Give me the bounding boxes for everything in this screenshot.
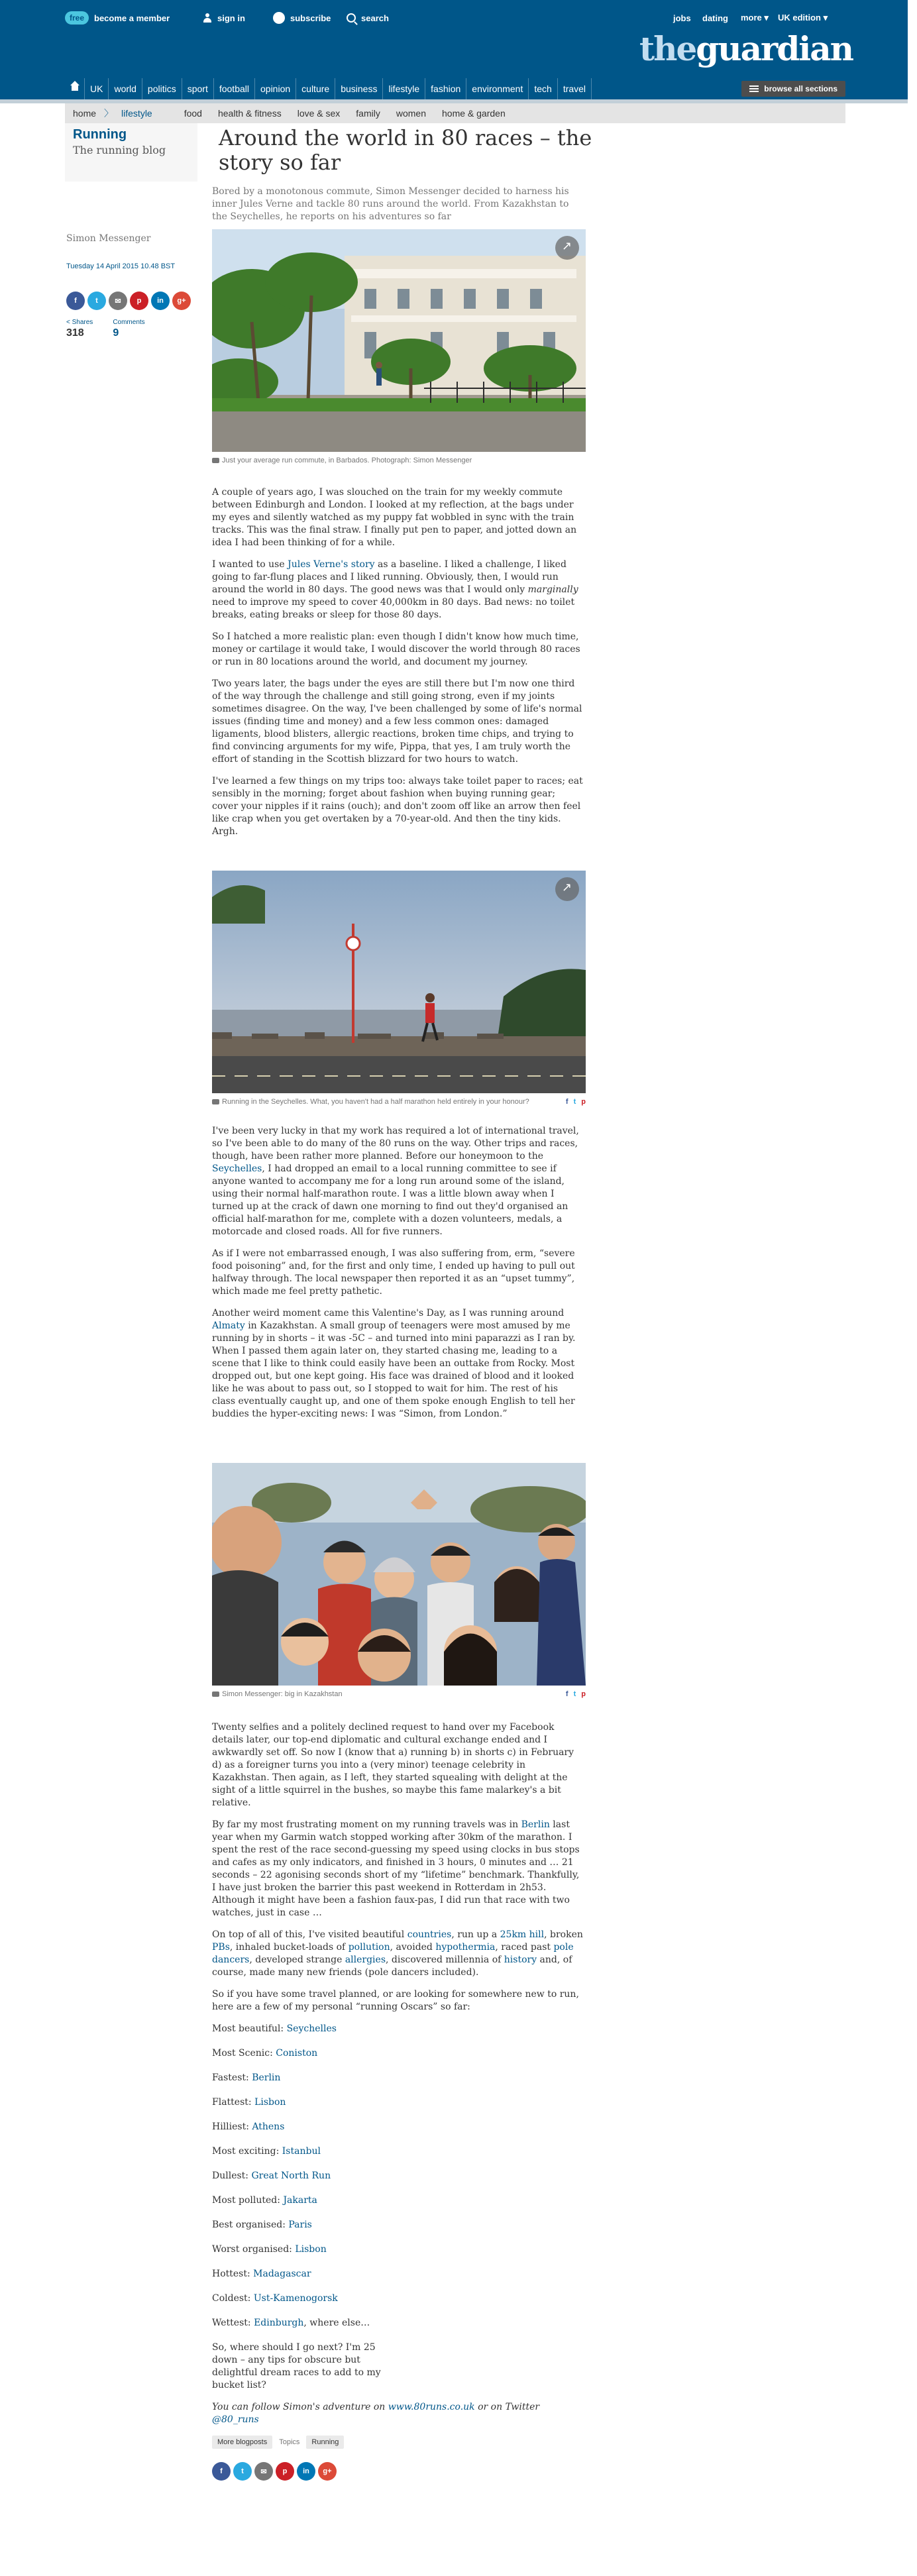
caption-share-twitter[interactable]: t (573, 1690, 576, 1698)
nav-item-politics[interactable]: politics (142, 78, 182, 99)
paragraph-text: , raced past (495, 1942, 554, 1953)
figure-caption (212, 1690, 586, 1699)
share-linkedin-button[interactable]: in (151, 292, 170, 310)
website-link[interactable]: www.80runs.co.uk (388, 2402, 475, 2412)
logo-guardian: guardian (696, 29, 853, 68)
paragraph (212, 1929, 583, 1979)
share-twitter-button[interactable]: t (233, 2462, 252, 2481)
bottom-share-buttons (212, 2462, 337, 2481)
running-tag[interactable]: Running (306, 2436, 344, 2449)
oscar-label: Hottest: (212, 2269, 254, 2279)
comments-count-block[interactable] (113, 319, 144, 339)
free-badge: free (65, 11, 89, 25)
paragraph-text: in Kazakhstan. A small group of teenagers were most amused by me running by in shorts – it was -5C – and turned into mini paparazzi as I ran by. When I passed them again later on, they started chasing me, leading to a scene that I like to think could easily have been an outtake from Rocky. Most dropped out, but one kept going. His face was drained of blood and it looked like he was about to pass out, so I stopped to wait for him. The rest of his class eventually caught up, and one of them spoke enough English to tell her buddies the hyper-exciting news: I was “Simon, from London.” (212, 1320, 576, 1419)
history-link[interactable]: history (504, 1955, 537, 1965)
paragraph-text: , avoided (390, 1942, 436, 1953)
shares-count: 318 (66, 327, 84, 339)
share-facebook-button[interactable]: f (212, 2462, 231, 2481)
comments-label: Comments (113, 319, 145, 326)
expand-image-button[interactable] (555, 236, 579, 260)
pbs-link[interactable]: PBs (212, 1942, 230, 1953)
kazakhstan-selfie-image (212, 1463, 586, 1686)
oscar-label: Coldest: (212, 2293, 254, 2304)
subnav-food[interactable]: food (184, 108, 202, 119)
oscar-item (212, 2292, 583, 2305)
share-linkedin-button[interactable]: in (297, 2462, 315, 2481)
standfirst: Bored by a monotonous commute, Simon Messenger decided to harness his inner Jules Verne and tackle 80 runs around the world. From Kazakhstan to the Seychelles, he reports on his adventures so far (212, 186, 569, 222)
home-icon (70, 85, 80, 93)
figure-caption (212, 456, 586, 465)
photo-barbados[interactable] (212, 229, 586, 452)
share-counts (66, 319, 145, 339)
oscar-link[interactable]: Lisbon (295, 2244, 327, 2255)
nav-home[interactable] (65, 78, 85, 99)
camera-icon (212, 1099, 219, 1104)
photo-seychelles[interactable] (212, 871, 586, 1093)
nav-item-business[interactable]: business (335, 78, 383, 99)
paragraph-text: , discovered millennia of (386, 1955, 504, 1965)
oscar-label: Most Scenic: (212, 2048, 276, 2059)
seychelles-seafront-image (212, 871, 586, 1093)
nav-item-football[interactable]: football (214, 78, 255, 99)
caption-share-facebook[interactable]: f (565, 1098, 568, 1106)
figure-seychelles (212, 871, 586, 1106)
article-body-part-3 (212, 1721, 583, 2436)
oscar-item (212, 2317, 583, 2330)
paragraph: So I hatched a more realistic plan: even though I didn't know how much time, money or cartilage it would take, I would discover the world through 80 races or run in 80 locations around the world, and document my journey. (212, 631, 580, 667)
caption-text: Running in the Seychelles. What, you haven't had a half marathon held entirely in your honour? (222, 1098, 529, 1106)
oscar-link[interactable]: Coniston (276, 2048, 318, 2059)
topics-label: Topics (279, 2438, 300, 2446)
logo-the: the (639, 29, 696, 68)
series-subtitle: The running blog (73, 144, 166, 156)
paragraph-text: , broken (544, 1929, 583, 1940)
oscar-item (212, 2219, 583, 2231)
camera-icon (212, 1691, 219, 1697)
paragraph-text: need to improve my speed to cover 40,000km in 80 days. Bad news: no toilet breaks, eating breaks or sleep for those 80 days. (212, 597, 575, 620)
search-link[interactable] (347, 11, 389, 25)
search-icon (347, 13, 356, 23)
nav-item-world[interactable]: world (109, 78, 142, 99)
nav-item-opinion[interactable]: opinion (255, 78, 296, 99)
caption-share-facebook[interactable]: f (565, 1690, 568, 1698)
share-pinterest-button[interactable]: p (130, 292, 148, 310)
share-buttons (66, 292, 191, 310)
credit-text: You can follow Simon's adventure on (212, 2402, 388, 2412)
pole-dancers-link[interactable]: pole dancers (212, 1942, 574, 1965)
credit-text: or on Twitter (474, 2402, 540, 2412)
oscar-link[interactable]: Istanbul (282, 2146, 321, 2157)
emphasis-text: marginally (527, 584, 578, 595)
photo-kazakhstan[interactable] (212, 1463, 586, 1686)
paragraph (212, 559, 583, 621)
paragraph: Twenty selfies and a politely declined request to hand over my Facebook details later, our top-end diplomatic and cultural exchange ended and I awkwardly set off. So now I (know that a) running b) in shorts c) in February d) as a foreigner turns you into a (very minor) teenage celebrity in Kazakhstan. Then again, as I left, they started squealing with delight at the sight of a little squirrel in the bushes, so maybe this fame malarkey's a bit relative. (212, 1722, 574, 1808)
oscar-label: Most polluted: (212, 2195, 284, 2206)
oscar-label: Wettest: (212, 2318, 254, 2328)
caption-share-pinterest[interactable]: p (581, 1690, 586, 1698)
oscar-item (212, 2268, 583, 2281)
subnav-health-fitness[interactable]: health & fitness (217, 108, 282, 119)
more-blogposts-tag[interactable]: More blogposts (212, 2436, 272, 2449)
guardian-logo[interactable] (639, 29, 853, 68)
nav-item-environment[interactable]: environment (466, 78, 529, 99)
oscar-label: Flattest: (212, 2097, 255, 2108)
paragraph-text: I've been very lucky in that my work has required a lot of international travel, so I've been able to do many of the 80 runs on the way. Other trips and races, though, have been rather more planned. Before our honeymoon to the (212, 1126, 579, 1161)
edition-dropdown[interactable]: UK edition ▾ (778, 13, 828, 23)
shares-count-block (66, 319, 93, 339)
nav-item-fashion[interactable]: fashion (425, 78, 466, 99)
paragraph-text: Another weird moment came this Valentine's Day, as I was running around (212, 1308, 565, 1318)
twitter-handle-link[interactable]: @80_runs (212, 2414, 259, 2425)
series-title[interactable]: Running (73, 127, 127, 142)
caption-text: Simon Messenger: big in Kazakhstan (222, 1690, 343, 1698)
share-twitter-button[interactable]: t (87, 292, 106, 310)
subnav-women[interactable]: women (396, 108, 426, 119)
seychelles-link[interactable]: Seychelles (212, 1163, 262, 1174)
paragraph (212, 1307, 583, 1421)
subscribe-label: subscribe (290, 13, 331, 23)
barbados-street-image (212, 229, 586, 452)
author-byline[interactable]: Simon Messenger (66, 233, 151, 244)
paragraph-text: , inhaled bucket-loads of (229, 1942, 349, 1953)
share-googleplus-button[interactable]: g+ (318, 2462, 337, 2481)
paragraph-text: I wanted to use (212, 559, 288, 570)
nav-item-tech[interactable]: tech (529, 78, 557, 99)
oscar-label: Dullest: (212, 2171, 252, 2181)
main-nav (65, 78, 845, 99)
figure-barbados (212, 229, 586, 465)
oscar-link[interactable]: Jakarta (283, 2195, 317, 2206)
paragraph (212, 1819, 583, 1919)
oscar-link[interactable]: Paris (288, 2220, 312, 2230)
oscar-link[interactable]: Ust-Kamenogorsk (253, 2293, 338, 2304)
oscar-label: Worst organised: (212, 2244, 296, 2255)
allergies-link[interactable]: allergies (345, 1955, 386, 1965)
browse-all-label: browse all sections (764, 84, 837, 93)
dating-link[interactable]: dating (702, 13, 728, 23)
nav-item-uk[interactable]: UK (85, 78, 109, 99)
oscar-link[interactable]: Athens (252, 2121, 285, 2132)
author-credit (212, 2401, 583, 2426)
nav-item-culture[interactable]: culture (296, 78, 335, 99)
masthead (0, 0, 908, 99)
oscar-link[interactable]: Berlin (252, 2072, 281, 2083)
share-email-button[interactable]: ✉ (254, 2462, 273, 2481)
menu-icon (749, 85, 759, 92)
oscar-item (212, 2194, 583, 2207)
oscar-link[interactable]: Seychelles (286, 2023, 337, 2034)
paragraph-text: , I had dropped an email to a local running committee to see if anyone wanted to accompany me for a long run around some of the island, using their normal half-marathon route. I was a little blown away when I turned up at the crack of dawn one morning to find out they'd organised an official half-marathon for me, complete with a dozen volunteers, medals, a motorcade and closed roads. All for five runners. (212, 1163, 568, 1237)
become-member-link[interactable] (65, 11, 170, 25)
paragraph-text: On top of all of this, I've visited beautiful (212, 1929, 407, 1940)
share-googleplus-button[interactable]: g+ (172, 292, 191, 310)
hypothermia-link[interactable]: hypothermia (435, 1942, 496, 1953)
oscar-label: Most exciting: (212, 2146, 282, 2157)
paragraph-text: By far my most frustrating moment on my running travels was in (212, 1819, 521, 1830)
paragraph: So if you have some travel planned, or are looking for somewhere new to run, here are a few of my personal “running Oscars” so far: (212, 1989, 579, 2012)
sign-in-label: sign in (217, 13, 245, 23)
oscar-label: Best organised: (212, 2220, 289, 2230)
countries-link[interactable]: countries (407, 1929, 452, 1940)
hill-link[interactable]: 25km hill (500, 1929, 545, 1940)
share-facebook-button[interactable]: f (66, 292, 85, 310)
shares-label: < Shares (66, 319, 93, 326)
berlin-link[interactable]: Berlin (521, 1819, 550, 1830)
oscar-suffix: , where else… (303, 2318, 370, 2328)
oscar-label: Fastest: (212, 2072, 252, 2083)
subscribe-icon (273, 12, 285, 24)
subnav-love-sex[interactable]: love & sex (297, 108, 341, 119)
almaty-link[interactable]: Almaty (212, 1320, 245, 1331)
subnav-lifestyle[interactable]: lifestyle (121, 108, 152, 119)
nav-item-lifestyle[interactable]: lifestyle (383, 78, 425, 99)
oscar-item (212, 2096, 583, 2109)
caption-text: Just your average run commute, in Barbados. Photograph: Simon Messenger (222, 456, 472, 464)
paragraph-text: , run up a (451, 1929, 500, 1940)
share-pinterest-button[interactable]: p (276, 2462, 294, 2481)
subnav-home-garden[interactable]: home & garden (442, 108, 506, 119)
oscar-label: Hilliest: (212, 2121, 252, 2132)
subnav-family[interactable]: family (356, 108, 380, 119)
closing-paragraph: So, where should I go next? I'm 25 down – any tips for obscure but delightful dream races to add to my bucket list? (212, 2342, 381, 2390)
sub-nav (65, 103, 845, 123)
paragraph-text: and, of course, made many new friends (pole dancers included). (212, 1955, 572, 1978)
oscar-link[interactable]: Great North Run (251, 2171, 331, 2181)
share-email-button[interactable]: ✉ (109, 292, 127, 310)
browse-all-sections-button[interactable] (741, 81, 845, 97)
become-member-label: become a member (94, 13, 170, 23)
article-body-part-1 (212, 486, 583, 847)
tags-row (212, 2436, 344, 2449)
oscar-item (212, 2072, 583, 2084)
oscar-item (212, 2047, 583, 2060)
user-icon (203, 13, 212, 23)
paragraph (212, 1125, 583, 1238)
figure-caption (212, 1097, 586, 1106)
jobs-link[interactable]: jobs (673, 13, 691, 23)
paragraph-text: last year when my Garmin watch stopped working after 30km of the marathon. I spent the rest of the race second-guessing my speed using clocks in bus stops and cafes as my only indicators, and finished in 3 hours, 0 minutes and … 21 seconds – 22 agonising seconds short of my “lifetime” benchmark. Thankfully, I have just broken the barrier this past weekend in Rotterdam in 2h53. Although it might have been a fashion faux-pas, I did run that race with two watches, just in case … (212, 1819, 580, 1918)
expand-image-button[interactable] (555, 877, 579, 901)
subnav-home[interactable]: home (73, 108, 97, 119)
oscar-item (212, 2121, 583, 2133)
nav-item-travel[interactable]: travel (558, 78, 592, 99)
oscar-link[interactable]: Madagascar (253, 2269, 311, 2279)
publication-date: Tuesday 14 April 2015 10.48 BST (66, 262, 176, 270)
paragraph: Two years later, the bags under the eyes are still there but I'm now one third of the way through the challenge and still going strong, even if my joints sometimes disagree. On the way, I've been challenged by some of life's normal issues (finding time and money) and a few less common ones: damaged ligaments, blood blisters, allergic reactions, broken time chips, and trying to find convincing arguments for my wife, Pippa, that yes, I am truly worth the effort of standing in the Scottish blizzard for two hours to watch. (212, 678, 582, 765)
oscar-item (212, 2023, 583, 2035)
article-body-part-2 (212, 1125, 583, 1430)
oscar-item (212, 2145, 583, 2158)
sign-in-link[interactable] (203, 11, 245, 25)
nav-item-sport[interactable]: sport (182, 78, 214, 99)
pollution-link[interactable]: pollution (348, 1942, 390, 1953)
caption-share (566, 1690, 586, 1699)
paragraph: As if I were not embarrassed enough, I was also suffering from, erm, “severe food poisoning” and, for the first and only time, I ended up having to pull out halfway through. The local newspaper then reported it as an “upset tummy”, which made me feel pretty pathetic. (212, 1248, 575, 1297)
comments-count[interactable]: 9 (113, 327, 119, 339)
subnav-chevron-icon: 〉 (104, 108, 114, 119)
caption-share-pinterest[interactable]: p (581, 1098, 586, 1106)
series-box (65, 123, 197, 182)
search-label: search (361, 13, 389, 23)
oscar-item (212, 2243, 583, 2256)
subscribe-link[interactable] (273, 11, 331, 25)
oscar-link[interactable]: Lisbon (254, 2097, 286, 2108)
camera-icon (212, 458, 219, 463)
oscar-item (212, 2170, 583, 2182)
article-headline: Around the world in 80 races – the story so far (219, 125, 592, 175)
paragraph-text: , developed strange (249, 1955, 345, 1965)
caption-share (566, 1097, 586, 1106)
paragraph: I've learned a few things on my trips too: always take toilet paper to races; eat sensibly in the morning; forget about fashion when buying running gear; cover your nipples if it rains (ouch); and don't zoom off like an arrow then feel like crap when you get overtaken by a 70-year-old. And then the tiny kids. Argh. (212, 776, 583, 837)
more-dropdown[interactable]: more ▾ (741, 13, 769, 23)
caption-share-twitter[interactable]: t (573, 1098, 576, 1106)
paragraph-text: as a baseline. I liked a challenge, I liked going to far-flung places and I liked running. Obviously, then, I would run around the world in 80 days. The good news was that I would only (212, 559, 566, 595)
oscar-link[interactable]: Edinburgh (254, 2318, 304, 2328)
paragraph: A couple of years ago, I was slouched on the train for my weekly commute between Edinburgh and London. I looked at my reflection, at the bags under my eyes and silently watched as my puppy fat wobbled in sync with the train tracks. This was the final straw. I finally put pen to paper, and jotted down an idea I had been thinking of for a while. (212, 487, 577, 548)
oscar-label: Most beautiful: (212, 2023, 287, 2034)
jules-verne-link[interactable]: Jules Verne's story (288, 559, 375, 570)
figure-kazakhstan (212, 1463, 586, 1699)
